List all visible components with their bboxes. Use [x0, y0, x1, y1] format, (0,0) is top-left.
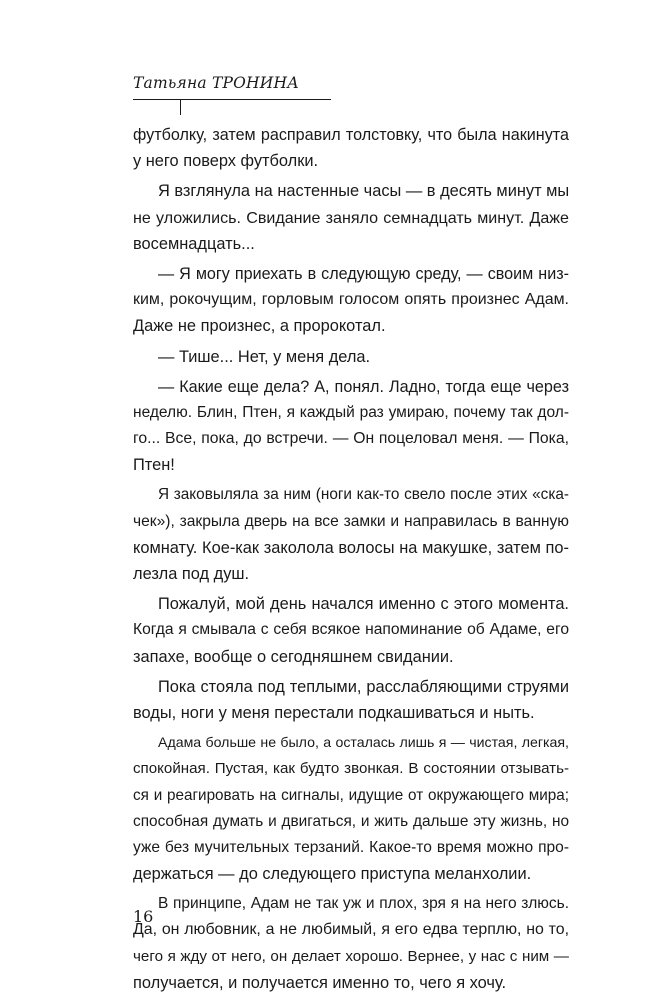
paragraph — [133, 178, 569, 257]
text-line: Я заковыляла за ним (ноги как-то свело после этих «ска- — [158, 486, 569, 504]
text-line: лезла под душ. — [133, 565, 250, 583]
text-line: уже без мучительных терзаний. Какое-то время можно про- — [133, 838, 569, 856]
text-line: В принципе, Адам не так уж и плох, зря я на него злюсь. — [158, 895, 569, 913]
text-line: держаться — до следующего приступа меланхолии. — [133, 865, 532, 884]
paragraph — [133, 344, 569, 370]
paragraph — [133, 122, 569, 174]
text-line: неделю. Блин, Птен, я каждый раз умираю, почему так дол- — [133, 403, 569, 421]
text-line: — Тише... Нет, у меня дела. — [158, 347, 371, 366]
text-line: — Я могу приехать в следующую среду, — своим низ- — [158, 264, 569, 283]
text-line: Да, он любовник, а не любимый, я его едва терплю, но то, — [133, 921, 569, 939]
text-line: футболку, затем расправил толстовку, что была накинута — [133, 126, 569, 144]
text-line: Адама больше не было, а осталась лишь я — чистая, легкая, — [158, 735, 569, 752]
text-line: ся и реагировать на сигналы, идущие от окружающего мира; — [133, 786, 569, 804]
paragraph — [133, 674, 569, 726]
text-line: спокойная. Пустая, как будто звонкая. В состоянии отзывать- — [133, 760, 569, 778]
text-line: комнату. Кое-как заколола волосы на макушке, затем по- — [133, 538, 569, 557]
paragraph — [133, 891, 569, 996]
text-line: способная думать и двигаться, и жить дальше эту жизнь, но — [133, 812, 569, 830]
text-line: воды, ноги у меня перестали подкашиваться и ныть. — [133, 703, 535, 722]
text-line: го... Все, пока, до встречи. — Он поцеловал меня. — Пока, — [133, 430, 569, 448]
text-line: Я взглянула на настенные часы — в десять минут мы — [158, 182, 570, 201]
text-line: — Какие еще дела? А, понял. Ладно, тогда еще через — [158, 377, 569, 396]
paragraph — [133, 261, 569, 340]
paragraph — [133, 591, 569, 670]
header-rule — [133, 99, 331, 100]
text-line: запахе, вообще о сегодняшнем свидании. — [133, 647, 454, 666]
text-line: Даже не произнес, а пророкотал. — [133, 317, 386, 336]
text-line: получается, и получается именно то, чего я хочу. — [133, 973, 507, 992]
text-line: чего я жду от него, он делает хорошо. Вернее, у нас с ним — — [133, 947, 569, 965]
text-line: Пожалуй, мой день начался именно с этого момента. — [158, 595, 569, 614]
paragraph — [133, 482, 569, 587]
paragraph — [133, 374, 569, 479]
text-line: не уложились. Свидание заняло семнадцать минут. Даже — [133, 208, 569, 227]
text-line: Птен! — [133, 456, 175, 475]
paragraph — [133, 730, 569, 887]
text-line: чек»), закрыла дверь на все замки и направилась в ванную — [133, 512, 569, 530]
text-line: восемнадцать... — [133, 234, 255, 253]
text-line: ким, рокочущим, горловым голосом опять произнес Адам. — [133, 291, 569, 309]
body-text — [133, 122, 569, 996]
running-head: Татьяна ТРОНИНА — [133, 74, 300, 92]
text-line: у него поверх футболки. — [133, 152, 319, 171]
header-rule-tick — [180, 99, 181, 115]
page-number: 16 — [133, 907, 154, 926]
text-line: Пока стояла под теплыми, расслабляющими струями — [158, 677, 569, 696]
text-line: Когда я смывала с себя всякое напоминание об Адаме, его — [133, 621, 569, 639]
